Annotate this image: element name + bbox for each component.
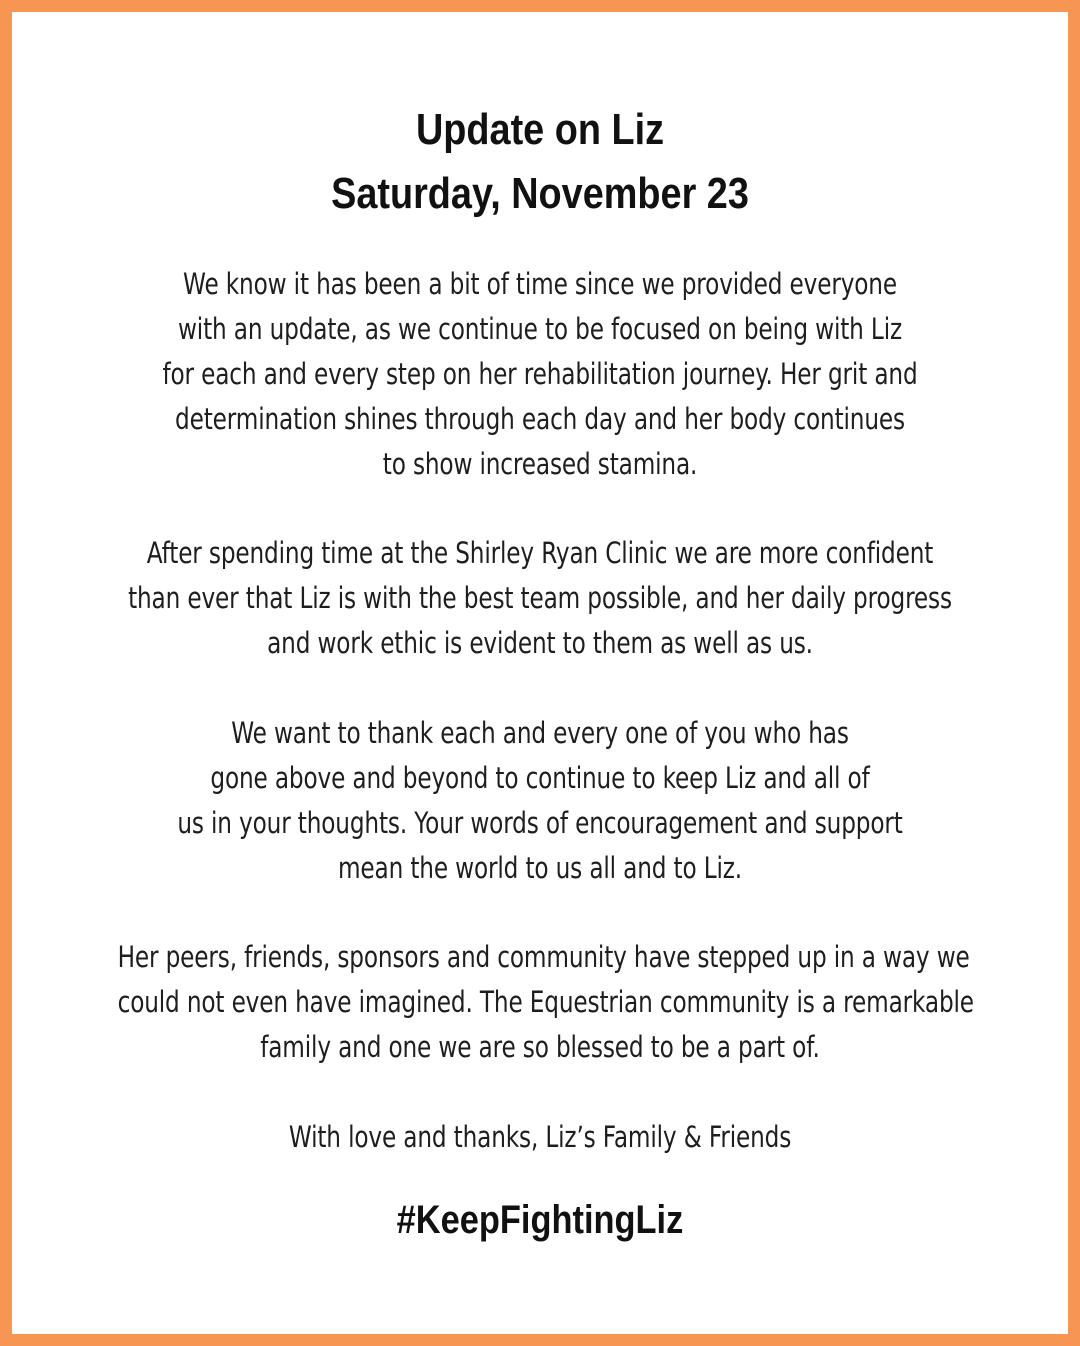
paragraph-line: could not even have imagined. The Equestrian community is a remarkable: [117, 985, 974, 1019]
paragraph-thanks: [12, 711, 1068, 891]
signoff-text: With love and thanks, Liz’s Family & Friends: [288, 1120, 792, 1154]
paragraph-line: We want to thank each and every one of you who has: [231, 716, 849, 750]
paragraph-line: mean the world to us all and to Liz.: [337, 851, 743, 885]
signoff: [12, 1115, 1068, 1160]
statement-card: [12, 12, 1068, 1334]
paragraph-line: us in your thoughts. Your words of encouragement and support: [177, 806, 903, 840]
paragraph-line: than ever that Liz is with the best team possible, and her daily progress: [128, 581, 952, 615]
paragraph-line: We know it has been a bit of time since we provided everyone: [183, 267, 897, 301]
paragraph-line: family and one we are so blessed to be a part of.: [260, 1030, 820, 1064]
paragraph-line: Her peers, friends, sponsors and community have stepped up in a way we: [117, 940, 970, 974]
update-date: Saturday, November 23: [331, 169, 749, 218]
paragraph-line: determination shines through each day and her body continues: [175, 402, 905, 436]
paragraph-line: After spending time at the Shirley Ryan Clinic we are more confident: [146, 536, 934, 570]
paragraph-line: with an update, as we continue to be focused on being with Liz: [177, 312, 903, 346]
paragraph-clinic: [12, 531, 1068, 666]
paragraph-line: to show increased stamina.: [382, 447, 698, 481]
paragraph-rehabilitation: [12, 262, 1068, 487]
paragraph-line: for each and every step on her rehabilitation journey. Her grit and: [162, 357, 918, 391]
page-title: Update on Liz: [415, 105, 665, 154]
hashtag: #KeepFightingLiz: [396, 1198, 684, 1242]
paragraph-line: gone above and beyond to continue to keep Liz and all of: [210, 761, 870, 795]
paragraph-line: and work ethic is evident to them as well as us.: [267, 626, 813, 660]
paragraph-community: [12, 935, 1068, 1070]
